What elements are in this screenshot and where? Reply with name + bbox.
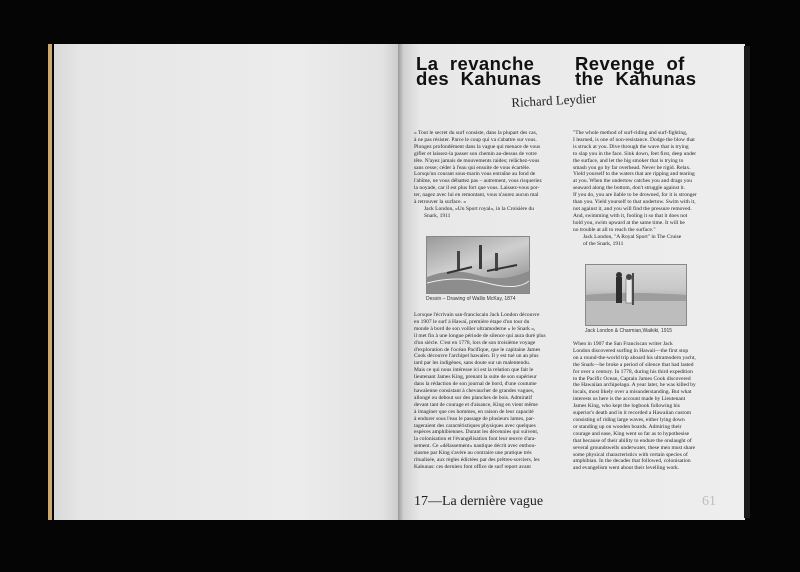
body-line: and evangelism went about their levelling work. [573,465,680,472]
body-line: d'un siècle. C'est en 1778, lors de son troisième voyage [414,339,536,346]
quote-french [414,130,568,220]
body-line: monde à bord de son voilier ultramoderne « le Snark », [414,325,536,332]
body-english [573,341,729,472]
body-line: the Hawaiian archipelago. A year later, he was killed by [573,382,696,389]
quote-line: smash you go by far overhead. Never be rigid. Relax. [573,164,691,171]
body-line: some physical characteristics with certain species of [573,451,688,458]
page-number: 61 [702,494,716,509]
body-line: London discovered surfing in Hawaii—the first stop [573,347,689,354]
surfers-drawing-icon [427,237,529,293]
quote-attribution: Jack London, "A Royal Sport" in The Cruise [583,233,682,240]
quote-line: Yield yourself to the waters that are ripping and tearing [573,171,695,178]
quote-line: ter, nagez avec lui en remontant, vous n'aurez aucun mal [414,192,539,199]
title-english [575,53,697,89]
quote-line: If you do, you are liable to be drowned, for it is stronger [573,192,697,199]
body-line: il met fin à une longue période de silence qui aura duré plus [414,332,546,339]
quote-line: is struck at you. Dive through the wave that is trying [573,143,689,150]
quote-line: than you. Yield yourself to that undertow. Swim with it, [573,199,696,206]
beach-figures-icon [586,265,686,325]
body-line: en 1907 le surf à Hawaï, première étape d'un tour du [414,318,530,325]
body-line: consisting of riding large waves, either lying down [573,416,685,423]
body-line: Lorsque l'écrivain san-franciscain Jack London découvre [414,312,540,318]
body-line: tard par les indigènes, sans doute sur un malentendu. [414,360,531,367]
quote-line: not against it, and you will find the pressure removed. [573,205,692,212]
caption-drawing: Dessin – Drawing of Wallis McKay, 1874 [426,296,516,302]
quote-line: seaward along the bottom, don't struggle against it. [573,185,686,192]
quote-english [573,130,729,247]
body-line: the Snark—he broke a period of silence that had lasted [573,361,694,368]
body-line: Cook découvre l'archipel hawaïen. Il y est tué un an plus [414,353,539,360]
body-line: dans la rédaction de son journal de bord, d'une coutume [414,381,537,388]
page-edge-right [744,46,750,518]
body-line: à endurer sous l'eau le passage de plusieurs lames, par- [414,415,535,422]
body-line: Kahunas: ces derniers font office de surf report avant [414,463,531,470]
body-french [414,312,568,471]
title-french-line-2: des Kahunas [416,68,542,89]
body-line: for over a century. In 1778, during his third expedition [573,368,693,375]
quote-line: « Tout le secret du surf consiste, dans la plupart des cas, [414,130,538,136]
body-line: hawaïenne consistant à chevaucher de grandes vagues, [414,387,535,394]
body-line: devant tant de courage et d'aisance, King en vient même [414,401,538,408]
body-line: When in 1907 the San Franciscan writer Jack [573,341,673,347]
body-line: superior's death and in it recorded a Hawaiian custom [573,410,691,417]
quote-line: sans cesse; céder à l'eau qui ensuite de vous écartèle. [414,164,531,171]
body-line: courage and ease, King went so far as to hypothesise [573,430,690,437]
title-english-line-1: Revenge of [575,53,685,74]
body-line: James King, who kept the logbook following his [573,403,680,410]
caption-beach: Jack London & Charmian,Waikiki, 1915 [585,328,673,334]
quote-line: at you. When the undertow catches you and drags you [573,178,693,185]
drawing-photo [426,236,530,294]
quote-line: la noyade, car il est plus fort que vous. Laissez-vous por- [414,185,540,192]
body-line: or standing up on wooden boards. Admiring their [573,423,682,430]
chapter-footer: 17—La dernière vague [414,494,544,509]
quote-line: Lorsqu'un courant sous-marin vous entraîne au fond de [414,171,536,178]
quote-line: "The whole method of surf-riding and surf-fighting, [573,130,688,136]
body-line: sement. Ce «délassement» nautique décrit avec enthou- [414,443,537,450]
body-line: tageraient des caractéristiques physiques avec quelques [414,422,536,429]
body-line: à imaginer que ces hommes, en raison de leur capacité [414,408,534,415]
author-signature: Richard Leydier [511,90,597,110]
page-edge-left [48,44,52,520]
body-line: Mais ce qui nous intéresse ici est la relation que fait le [414,367,534,374]
body-line: la colonisation et l'évangélisation font leur œuvre d'ara- [414,436,537,443]
quote-line: And, swimming with it, fooling it so that it does not [573,212,688,219]
quote-line: tête. N'ayez jamais de mouvements raides; relâchez-vous [414,157,540,164]
quote-line: à ne pas résister. Parce le coup qui va s'abattre sur vous. [414,136,537,143]
body-line: lieutenant James King, prenant la suite de son supérieur [414,374,537,381]
body-line: several groundswells underwater, these men must share [573,444,696,451]
quote-line: to slap you in the face. Sink down, feet first, deep under [573,150,697,157]
quote-attribution: Jack London, «Un Sport royal», in la Croisière du [424,205,534,212]
quote-attribution: of the Snark, 1911 [583,240,624,247]
body-line: amphibian. In the decades that followed, colonisation [573,458,691,465]
quote-line: à retrouver la surface. » [414,199,467,206]
quote-line: I learned, is one of non-resistance. Dodge the blow that [573,136,695,143]
title-french [416,53,542,89]
body-line: locals, most likely over a misunderstanding. But what [573,389,692,396]
body-line: that because of their ability to endure the onslaught of [573,437,692,444]
body-line: ritualisée, aux règles édictées par des prêtres-sorciers, les [414,457,540,464]
quote-line: no trouble at all to reach the surface." [573,226,656,233]
quote-line: Plongez profondément dans la vague qui menace de vous [414,143,541,150]
beach-photo [585,264,687,326]
quote-line: hold you, swim upward at the same time. It will be [573,219,685,226]
quote-line: gifler et laissez-la passer son chemin au-dessus de votre [414,150,537,157]
title-french-line-1: La revanche [416,53,535,74]
body-line: to the Pacific Ocean, Captain James Cook discovered [573,375,691,382]
body-line: siasme par King s'avère au contraire une pratique très [414,450,532,457]
quote-line: the surface, and let the big smoker that is trying to [573,157,684,164]
body-line: allongé ou debout sur des planches de bois. Admiratif [414,394,533,401]
book-gutter [398,44,404,520]
body-line: d'exploration de l'océan Pacifique, que le capitaine James [414,346,541,353]
body-line: espèces amphibiennes. Durant les décennies qui suivent, [414,429,539,436]
title-english-line-2: the Kahunas [575,68,697,89]
body-line: interests us here is the account made by Lieutenant [573,396,686,403]
quote-attribution: Snark, 1911 [424,212,451,219]
body-line: on a round-the-world trip aboard his ultramodern yacht, [573,354,696,361]
quote-line: l'abîme, ne vous débattez pas – autrement, vous risqueriez [414,178,542,185]
left-page-blank [54,44,400,520]
